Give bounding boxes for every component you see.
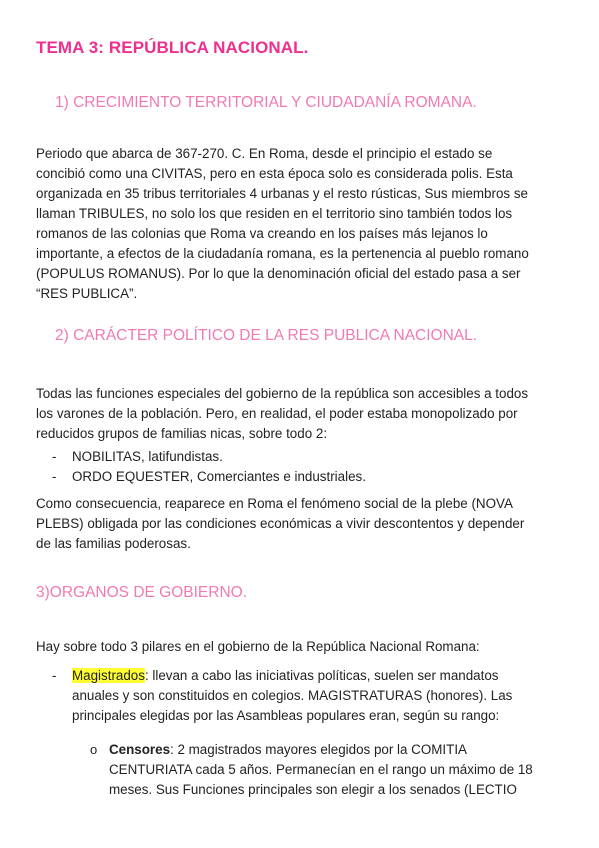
magistrados-line (72, 666, 512, 686)
dash-marker: - (52, 469, 57, 484)
magistrados-term: Magistrados (72, 668, 145, 683)
list-item (52, 447, 366, 467)
section3-heading: 3)ORGANOS DE GOBIERNO. (36, 584, 248, 601)
section1-paragraph (36, 144, 566, 304)
section2-intro (36, 384, 566, 444)
section2-heading: 2) CARÁCTER POLÍTICO DE LA RES PUBLICA NACIONAL. (55, 327, 478, 344)
dash-marker: - (52, 449, 57, 464)
section1-line: concibió como una CIVITAS, pero en esta época solo es considerada polis. Esta (36, 166, 513, 181)
censores-term: Censores (109, 742, 171, 757)
censores-text: : 2 magistrados mayores elegidos por la COMITIA (170, 742, 467, 757)
list-item (52, 467, 366, 487)
section2-outro-line: Como consecuencia, reaparece en Roma el fenómeno social de la plebe (NOVA (36, 496, 513, 511)
list-item-text: NOBILITAS, latifundistas. (72, 449, 223, 464)
section1-line: romanos de las colonias que Roma va creando en los países más lejanos lo (36, 226, 488, 241)
section1-line: llaman TRIBULES, no solo los que residen en el territorio sino también todos los (36, 206, 513, 221)
censores-line: CENTURIATA cada 5 años. Permanecían en el rango un máximo de 18 (109, 762, 533, 777)
section1-heading: 1) CRECIMIENTO TERRITORIAL Y CIUDADANÍA ROMANA. (55, 94, 477, 111)
censores-line (109, 740, 533, 760)
section1-line: importante, a efectos de la ciudadanía romana, es la pertenencia al pueblo romano (36, 246, 529, 261)
section2-outro-line: de las familias poderosas. (36, 536, 191, 551)
list-item-text: ORDO EQUESTER, Comerciantes e industriales. (72, 469, 366, 484)
section2-intro-line: Todas las funciones especiales del gobierno de la república son accesibles a todos (36, 386, 529, 401)
magistrados-line: anuales y son constituidos en colegios. MAGISTRATURAS (honores). Las (72, 688, 513, 703)
section2-intro-line: los varones de la población. Pero, en realidad, el poder estaba monopolizado por (36, 406, 518, 421)
censores-item (109, 740, 533, 800)
section1-line: “RES PUBLICA”. (36, 286, 138, 301)
magistrados-line: principales elegidas por las Asambleas populares eran, según su rango: (72, 708, 500, 723)
circle-bullet-icon: o (90, 742, 98, 757)
magistrados-text: : llevan a cabo las iniciativas políticas, suelen ser mandatos (144, 668, 499, 683)
section1-line: organizada en 35 tribus territoriales 4 urbanas y el resto rústicas, Sus miembros se (36, 186, 528, 201)
section2-outro (36, 494, 566, 554)
dash-marker: - (52, 668, 57, 683)
magistrados-item (72, 666, 512, 726)
section2-intro-line: reducidos grupos de familias nicas, sobre todo 2: (36, 426, 328, 441)
section3-intro-line: Hay sobre todo 3 pilares en el gobierno de la República Nacional Romana: (36, 639, 480, 654)
family-groups-list (52, 447, 366, 487)
section3-intro (36, 637, 566, 657)
section1-line: (POPULUS ROMANUS). Por lo que la denominación oficial del estado pasa a ser (36, 266, 521, 281)
section2-outro-line: PLEBS) obligada por las condiciones económicas a vivir descontentos y depender (36, 516, 525, 531)
section1-line: Periodo que abarca de 367-270. C. En Roma, desde el principio el estado se (36, 146, 493, 161)
censores-line: meses. Sus Funciones principales son elegir a los senados (LECTIO (109, 782, 517, 797)
document-title: TEMA 3: REPÚBLICA NACIONAL. (36, 38, 309, 57)
